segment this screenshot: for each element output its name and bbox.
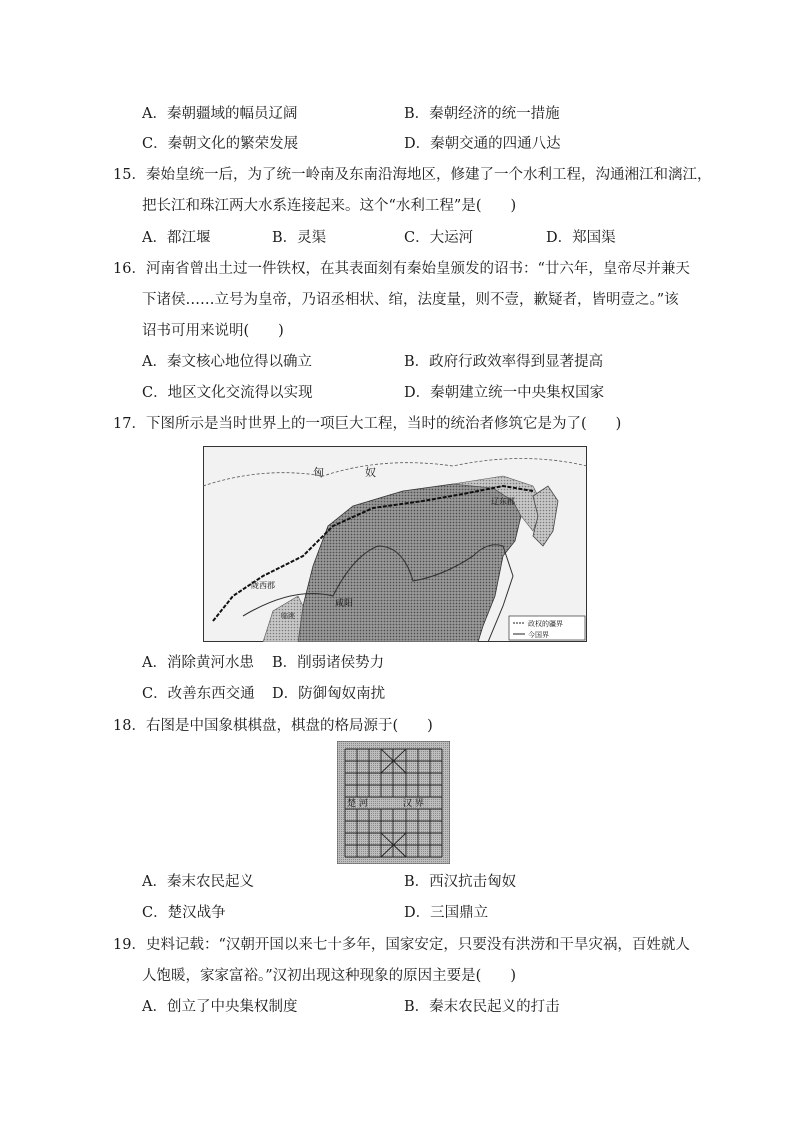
map-label-lintao: 临洮 [281, 612, 295, 620]
legend-label-regime: 政权的疆界 [528, 620, 563, 628]
chess-board [337, 741, 450, 864]
q16-stem-line1: 16．河南省曾出土过一件铁权，在其表面刻有秦始皇颁发的诏书：“廿六年，皇帝尽并兼天 [113, 261, 690, 277]
great-wall-map [203, 446, 587, 642]
q18-option-c: C．楚汉战争 [142, 905, 226, 921]
q16-option-a: A．秦文核心地位得以确立 [142, 354, 312, 370]
q18-option-d: D．三国鼎立 [404, 905, 489, 921]
q18-option-a: A．秦末农民起义 [142, 874, 254, 890]
board-label-chu-river: 楚 河 [347, 799, 368, 809]
q17-stem-line1: 17．下图所示是当时世界上的一项巨大工程，当时的统治者修筑它是为了( ) [113, 416, 622, 432]
q15-option-d: D．郑国渠 [546, 230, 616, 246]
q17-option-d: D．防御匈奴南扰 [272, 686, 386, 702]
map-label-longxi: 陇西郡 [251, 581, 275, 590]
q15-stem-line2: 把长江和珠江两大水系连接起来。这个“水利工程”是( ) [142, 198, 517, 214]
q15-option-b: B．灵渠 [272, 230, 327, 246]
q19-stem-line1: 19．史料记载：“汉朝开国以来七十多年，国家安定，只要没有洪涝和干旱灾祸，百姓就人 [113, 937, 690, 953]
map-label-xianyang: 咸阳 [335, 599, 354, 609]
q15-stem-line1: 15．秦始皇统一后，为了统一岭南及东南沿海地区，修建了一个水利工程，沟通湘江和漓江， [113, 167, 712, 183]
q16-stem-line2: 下诸侯……立号为皇帝，乃诏丞相状、绾，法度量，则不壹，歉疑者，皆明壹之。”该 [142, 292, 679, 308]
q14-option-a: A．秦朝疆域的幅员辽阔 [142, 106, 298, 122]
q14-option-b: B．秦朝经济的统一措施 [404, 106, 560, 122]
q17-option-a: A．消除黄河水患 [142, 655, 254, 671]
legend-label-border: 今国界 [528, 631, 549, 639]
q16-option-c: C．地区文化交流得以实现 [142, 385, 313, 401]
map-label-xiongnu-2: 奴 [365, 466, 376, 479]
q17-option-c: C．改善东西交通 [142, 686, 255, 702]
map-label-liaodong: 辽东郡 [491, 497, 515, 506]
q15-option-c: C．大运河 [404, 230, 474, 246]
q19-stem-line2: 人饱暖，家家富裕。”汉初出现这种现象的原因主要是( ) [142, 968, 516, 984]
board-label-han-border: 汉 界 [403, 799, 424, 809]
q15-option-a: A．都江堰 [142, 230, 211, 246]
q14-option-d: D．秦朝交通的四通八达 [404, 136, 561, 152]
map-label-xiongnu-1: 匈 [313, 466, 324, 479]
q16-option-d: D．秦朝建立统一中央集权国家 [404, 385, 605, 401]
q19-option-b: B．秦末农民起义的打击 [404, 999, 560, 1015]
q18-stem-line1: 18．右图是中国象棋棋盘，棋盘的格局源于( ) [113, 718, 433, 734]
q16-option-b: B．政府行政效率得到显著提高 [404, 354, 604, 370]
q16-stem-line3: 诏书可用来说明( ) [142, 323, 284, 339]
q19-option-a: A．创立了中央集权制度 [142, 999, 298, 1015]
q17-option-b: B．削弱诸侯势力 [272, 655, 385, 671]
q14-option-c: C．秦朝文化的繁荣发展 [142, 136, 299, 152]
q18-option-b: B．西汉抗击匈奴 [404, 874, 517, 890]
